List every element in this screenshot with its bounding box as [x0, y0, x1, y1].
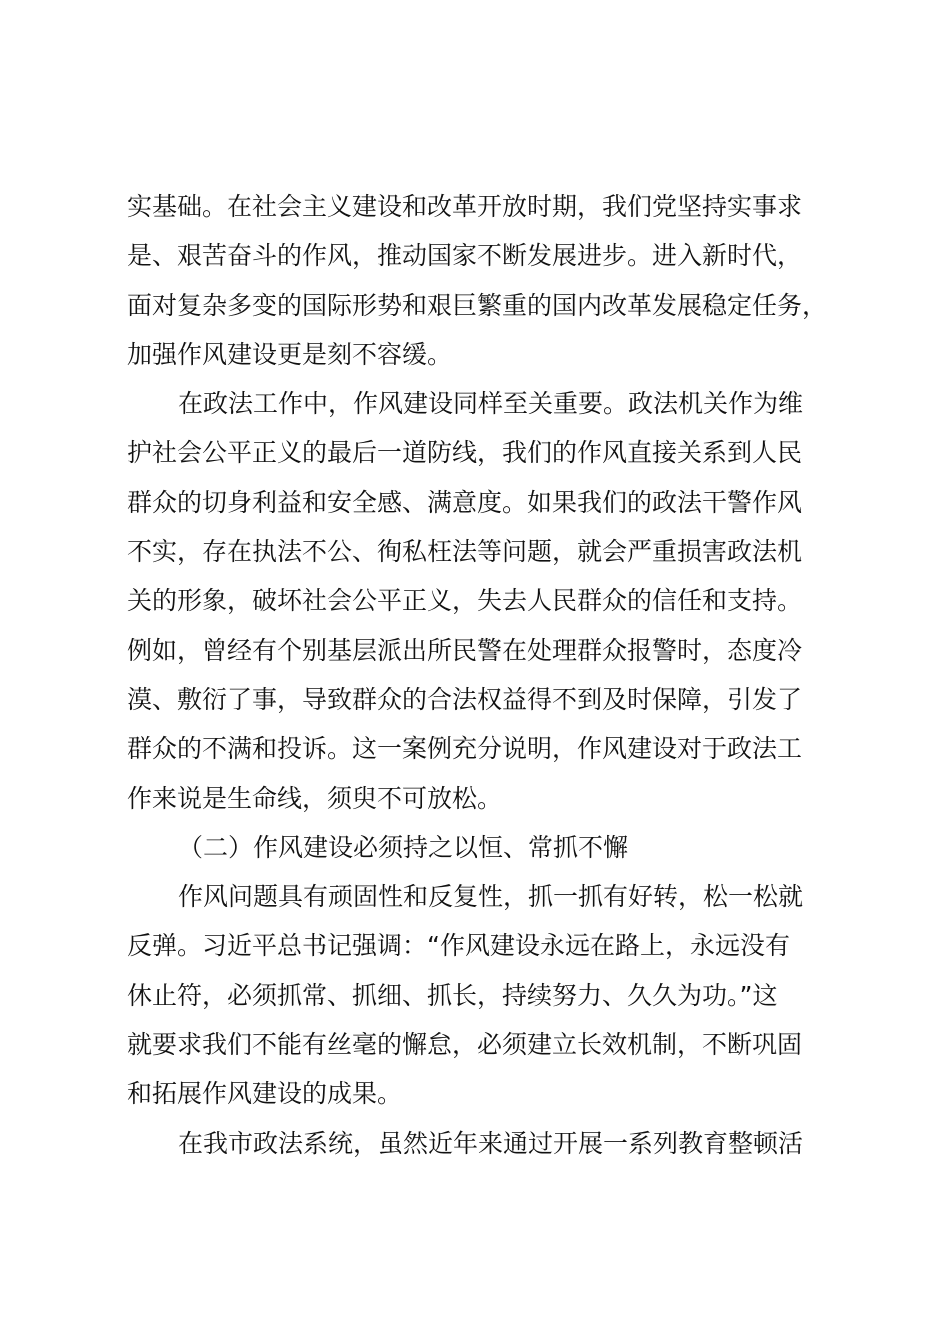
text-line: 护社会公平正义的最后一道防线，我们的作风直接关系到人民	[127, 438, 803, 468]
paragraph-first-line: 作风问题具有顽固性和反复性，抓一抓有好转，松一松就	[178, 882, 804, 912]
text-line: 反弹。习近平总书记强调：“作风建设永远在路上，永远没有	[127, 931, 790, 961]
text-line: 加强作风建设更是刻不容缓。	[127, 339, 453, 369]
text-line: 关的形象，破坏社会公平正义，失去人民群众的信任和支持。	[127, 586, 803, 616]
text-line: 是、艰苦奋斗的作风，推动国家不断发展进步。进入新时代，	[127, 241, 803, 271]
text-line: 群众的不满和投诉。这一案例充分说明，作风建设对于政法工	[127, 734, 803, 764]
text-line: 面对复杂多变的国际形势和艰巨繁重的国内改革发展稳定任务，	[127, 290, 828, 320]
text-line: 作来说是生命线，须臾不可放松。	[127, 783, 503, 813]
text-line: 群众的切身利益和安全感、满意度。如果我们的政法干警作风	[127, 487, 803, 517]
paragraph-first-line: 在我市政法系统，虽然近年来通过开展一系列教育整顿活	[178, 1128, 804, 1158]
text-line: 实基础。在社会主义建设和改革开放时期，我们党坚持实事求	[127, 192, 803, 221]
text-line: 不实，存在执法不公、徇私枉法等问题，就会严重损害政法机	[127, 537, 803, 567]
document-body	[127, 182, 857, 1168]
text-line: 漠、敷衍了事，导致群众的合法权益得不到及时保障，引发了	[127, 684, 803, 714]
text-line: 休止符，必须抓常、抓细、抓长，持续努力、久久为功。”这	[127, 980, 778, 1010]
text-line: 例如，曾经有个别基层派出所民警在处理群众报警时，态度冷	[127, 635, 803, 665]
paragraph-first-line: 在政法工作中，作风建设同样至关重要。政法机关作为维	[178, 389, 804, 419]
section-heading: （二）作风建设必须持之以恒、常抓不懈	[178, 832, 629, 862]
text-line: 和拓展作风建设的成果。	[127, 1079, 403, 1109]
text-line: 就要求我们不能有丝毫的懈怠，必须建立长效机制，不断巩固	[127, 1030, 803, 1060]
